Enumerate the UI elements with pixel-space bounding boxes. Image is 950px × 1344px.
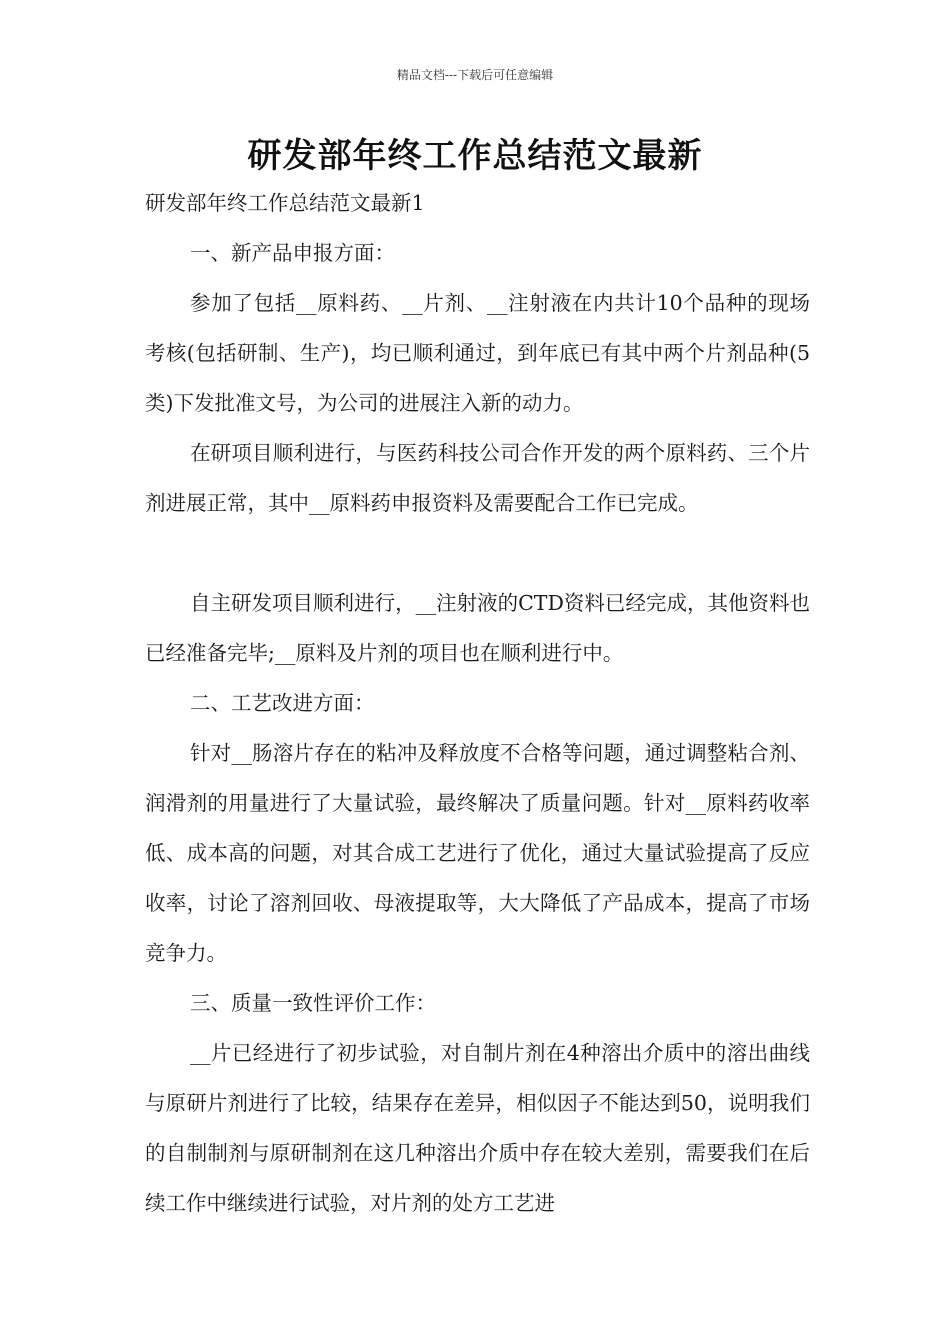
section-heading-1: 一、新产品申报方面： [190, 241, 395, 265]
document-title: 研发部年终工作总结范文最新 [247, 136, 703, 176]
section-heading-2: 二、工艺改进方面： [190, 691, 375, 715]
header-note: 精品文档---下载后可任意编辑 [396, 68, 554, 82]
document-body [145, 178, 810, 1228]
paragraph: 参加了包括__原料药、__片剂、__注射液在内共计10个品种的现场考核(包括研制、生产)，均已顺利通过，到年底已有其中两个片剂品种(5类)下发批准文号，为公司的进展注入新的动力。 [145, 291, 810, 415]
paragraph: __片已经进行了初步试验，对自制片剂在4种溶出介质中的溶出曲线与原研片剂进行了比较，结果存在差异，相似因子不能达到50，说明我们的自制制剂与原研制剂在这几种溶出介质中存在较大差别，需要我们在后续工作中继续进行试验，对片剂的处方工艺进 [145, 1041, 810, 1215]
paragraph: 针对__肠溶片存在的粘冲及释放度不合格等问题，通过调整粘合剂、润滑剂的用量进行了大量试验，最终解决了质量问题。针对__原料药收率低、成本高的问题，对其合成工艺进行了优化，通过大量试验提高了反应收率，讨论了溶剂回收、母液提取等，大大降低了产品成本，提高了市场竞争力。 [145, 741, 810, 965]
document-subtitle: 研发部年终工作总结范文最新1 [145, 191, 425, 215]
paragraph: 在研项目顺利进行，与医药科技公司合作开发的两个原料药、三个片剂进展正常，其中__原料药申报资料及需要配合工作已完成。 [145, 441, 810, 515]
paragraph: 自主研发项目顺利进行，__注射液的CTD资料已经完成，其他资料也已经准备完毕;__原料及片剂的项目也在顺利进行中。 [145, 591, 810, 665]
section-heading-3: 三、质量一致性评价工作： [190, 991, 436, 1015]
blank-line [145, 528, 810, 578]
